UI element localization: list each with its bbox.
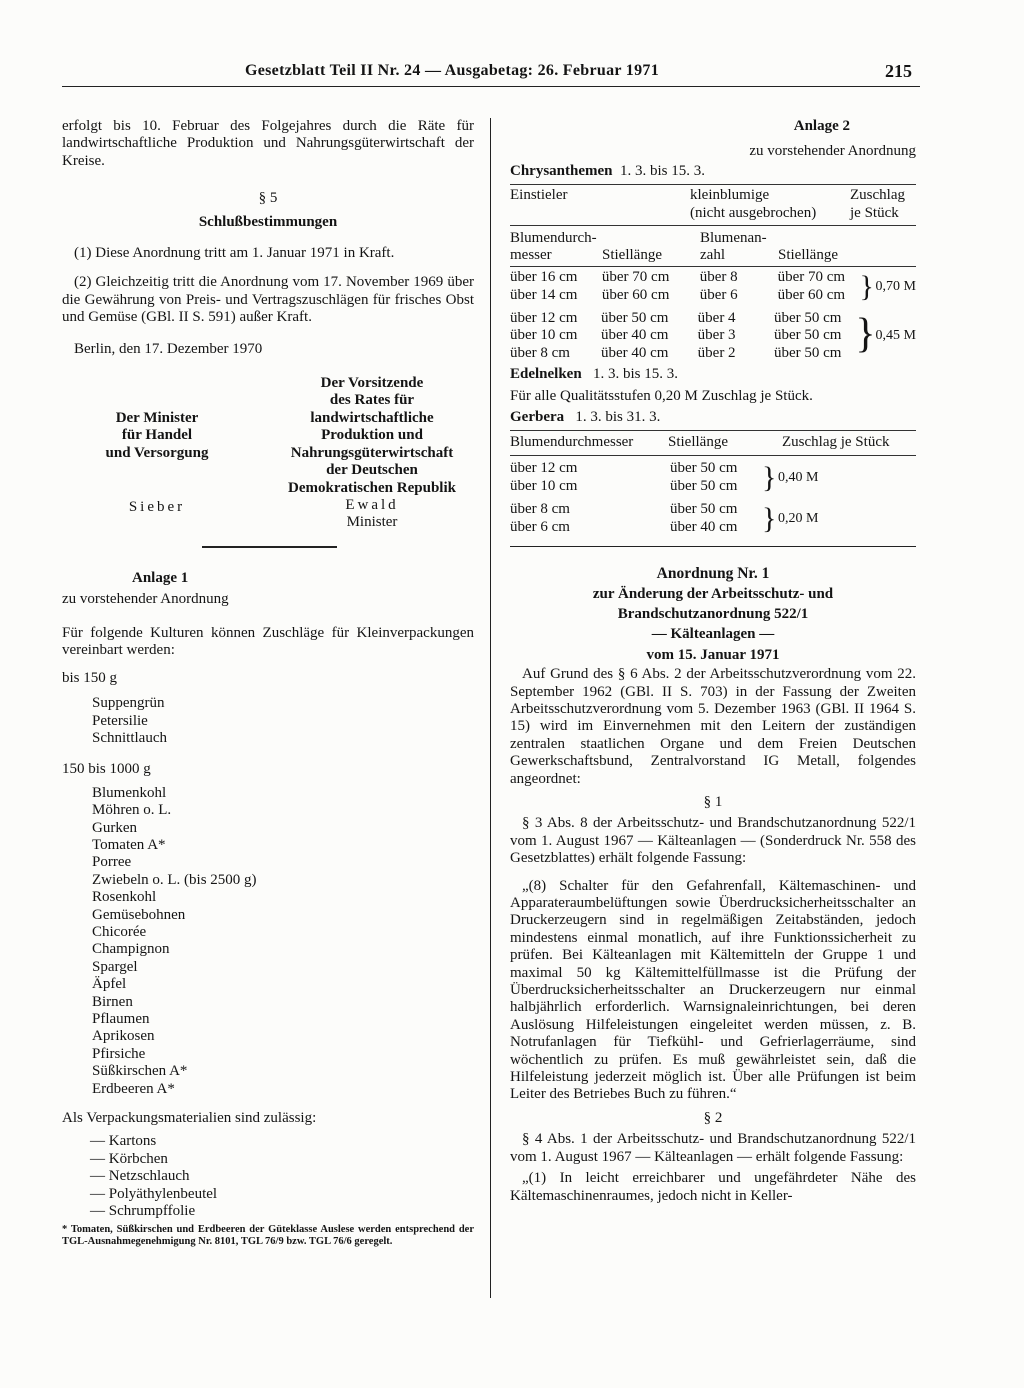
signature-block <box>62 370 474 538</box>
sig-right-line: Der Vorsitzende <box>320 375 424 392</box>
brace-icon: } <box>859 269 874 303</box>
price-cell: 0,45 M <box>875 328 916 344</box>
table-row <box>510 287 916 304</box>
left-column <box>62 118 474 1248</box>
table-cell: über 40 cm <box>600 327 669 344</box>
table-cell: über 6 cm <box>510 518 570 535</box>
anlage-2-title: Anlage 2 <box>793 118 850 134</box>
brace-icon: } <box>762 460 777 494</box>
paragraph-1: (1) Diese Anordnung tritt am 1. Januar 1971 in Kraft. <box>74 245 395 262</box>
col-head: Einstieler <box>510 187 568 204</box>
list-item: — Schrumpffolie <box>90 1203 196 1220</box>
anlage-2-subtitle: zu vorstehender Anordnung <box>749 143 916 160</box>
price-cell: 0,40 M <box>778 470 819 486</box>
col-head: je Stück <box>850 205 899 222</box>
table-cell: über 50 cm <box>773 344 842 361</box>
table-cell: über 12 cm <box>510 460 578 477</box>
signature-right-title <box>267 375 477 532</box>
sig-left-line: und Versorgung <box>105 444 209 461</box>
col-head: kleinblumige <box>690 187 770 204</box>
ordinance-date: vom 15. Januar 1971 <box>646 646 780 663</box>
sig-right-line: Demokratischen Republik <box>288 479 456 496</box>
col-head: Stiellänge <box>778 247 838 264</box>
table-cell: über 16 cm <box>510 269 578 286</box>
list-item: — Körbchen <box>90 1150 168 1167</box>
ordinance-subtitle: zur Änderung der Arbeitsschutz- und <box>592 585 834 602</box>
list-item: Äpfel <box>92 976 127 993</box>
list-item: Birnen <box>92 993 133 1010</box>
list-item: Porree <box>92 854 132 871</box>
col-head: Blumendurch- <box>510 230 597 247</box>
gerbera-header <box>510 431 916 455</box>
sig-right-line: landwirtschaftliche <box>310 409 434 426</box>
table-cell: über 60 cm <box>601 286 670 303</box>
table-cell: über 3 <box>697 327 736 344</box>
chrysanthemen-table-group-2 <box>510 310 916 362</box>
table-cell: über 50 cm <box>670 460 738 477</box>
list-item: Gemüsebohnen <box>92 906 186 923</box>
section-2-quote: „(1) In leicht erreichbarer und ungefährdeter Nähe des Kältemaschinenraumes, jedoch nicht in Keller- <box>510 1170 916 1204</box>
table-cell: über 70 cm <box>601 269 670 286</box>
anlage-1-title: Anlage 1 <box>132 570 189 587</box>
section-5-number: § 5 <box>258 190 278 207</box>
signature-right-name: Ewald <box>345 496 399 513</box>
chrysanthemen-table-group-1 <box>510 269 916 304</box>
col-head: zahl <box>700 247 725 264</box>
column-divider <box>490 118 491 1298</box>
sig-right-line: Nahrungsgüterwirtschaft <box>290 444 454 461</box>
chrysanthemen-dates: 1. 3. bis 15. 3. <box>620 162 706 179</box>
list-item: Suppengrün <box>92 695 165 712</box>
gerbera-table-group-1 <box>510 460 818 495</box>
list-item: — Netzschlauch <box>90 1168 190 1185</box>
separator-rule <box>202 546 337 548</box>
list-item: Möhren o. L. <box>92 802 172 819</box>
chrysanthemen-header-1 <box>510 185 916 225</box>
ordinance-intro: Auf Grund des § 6 Abs. 2 der Arbeitsschutzverordnung vom 22. September 1962 (GBl. II S. 703) in der Fassung der Zweiten Arbeitsschutzverordnung vom 5. Dezember 1963 (GBl. II 1964 S. 15) wird im Einvernehmen mit den Leitern der zuständigen zentralen staatlichen Organe und dem Freien Deutschen Gewerkschaftsbund, Zentralvorstand IG Metall, folgendes angeordnet: <box>510 666 916 787</box>
packaging-intro: Als Verpackungsmaterialien sind zulässig: <box>62 1110 317 1127</box>
table-cell: über 10 cm <box>510 477 578 494</box>
section-rule <box>510 546 916 547</box>
running-header: Gesetzblatt Teil II Nr. 24 — Ausgabetag: 26. Februar 1971 <box>245 62 659 79</box>
list-item: Rosenkohl <box>92 889 157 906</box>
section-1-number: § 1 <box>703 793 723 810</box>
list-item: Gurken <box>92 819 137 836</box>
price-cell: 0,20 M <box>778 510 819 526</box>
signature-left-title <box>92 410 222 462</box>
gerbera-dates: 1. 3. bis 31. 3. <box>575 409 661 426</box>
list-item: Spargel <box>92 958 138 975</box>
brace-icon: } <box>762 501 777 535</box>
footnote: * Tomaten, Süßkirschen und Erdbeeren der Güteklasse Auslese werden entsprechend der TGL-Ausnahmegenehmigung Nr. 8101, TGL 76/9 bzw. TGL 76/6 geregelt. <box>62 1224 474 1248</box>
section-2-number: § 2 <box>703 1109 723 1126</box>
list-item: Zwiebeln o. L. (bis 2500 g) <box>92 871 257 888</box>
gerbera-heading <box>510 409 916 426</box>
table-cell: über 50 cm <box>670 501 738 518</box>
table-row <box>510 460 818 477</box>
list-item: — Kartons <box>90 1133 157 1150</box>
place-date: Berlin, den 17. Dezember 1970 <box>74 340 263 357</box>
header-rule <box>62 86 920 87</box>
section-2-text: § 4 Abs. 1 der Arbeitsschutz- und Brandschutzanordnung 522/1 vom 1. August 1967 — Kälteanlagen — erhält folgende Fassung: <box>510 1131 916 1165</box>
signature-left-name: Sieber <box>128 499 186 516</box>
table-cell: über 40 cm <box>600 344 669 361</box>
list-item: Pflaumen <box>92 1011 150 1027</box>
col-head: (nicht ausgebrochen) <box>690 205 817 222</box>
chrysanthemen-header-2 <box>510 226 916 266</box>
section-1-text: § 3 Abs. 8 der Arbeitsschutz- und Brandschutzanordnung 522/1 vom 1. August 1967 — Kälteanlagen — (Sonderdruck Nr. 558 des Gesetzblattes) erhält folgende Fassung: <box>510 815 916 867</box>
col-head: messer <box>510 247 552 264</box>
table-cell: über 50 cm <box>773 310 842 327</box>
col-head: Zuschlag je Stück <box>782 434 890 451</box>
table-cell: über 14 cm <box>510 286 578 303</box>
page-number: 215 <box>885 61 912 81</box>
group-1-list <box>92 695 474 747</box>
table-row <box>510 269 916 286</box>
signature-right-role: Minister <box>346 514 398 531</box>
table-cell: über 10 cm <box>510 327 578 344</box>
ordinance-subtitle: — Kälteanlagen — <box>651 626 775 643</box>
list-item: Erdbeeren A* <box>92 1080 175 1097</box>
col-head: Zuschlag <box>850 187 905 204</box>
chrysanthemen-heading <box>510 163 916 180</box>
packaging-list <box>90 1133 474 1220</box>
table-cell: über 40 cm <box>670 518 738 535</box>
table-rule <box>510 455 916 456</box>
gerbera-table-group-2 <box>510 501 818 536</box>
brace-icon: } <box>855 311 876 358</box>
list-item: Pfirsiche <box>92 1045 146 1062</box>
table-cell: über 2 <box>697 344 736 361</box>
edelnelken-dates: 1. 3. bis 15. 3. <box>592 366 678 383</box>
table-cell: über 8 <box>699 269 738 286</box>
list-item: Tomaten A* <box>92 836 166 853</box>
col-head: Stiellänge <box>668 434 728 451</box>
sig-right-line: der Deutschen <box>326 462 418 479</box>
table-row <box>510 501 818 518</box>
table-cell: über 4 <box>697 310 736 327</box>
table-cell: über 50 cm <box>600 310 669 327</box>
table-cell: über 50 cm <box>670 477 738 494</box>
list-item: Schnittlauch <box>92 729 167 746</box>
col-head: Blumendurchmesser <box>510 434 634 451</box>
gerbera-label: Gerbera <box>510 409 565 426</box>
price-cell: 0,70 M <box>875 278 916 294</box>
table-cell: über 50 cm <box>773 327 842 344</box>
section-1-quote: „(8) Schalter für den Gefahrenfall, Kältemaschinen- und Apparateraumbelüftungen sowie Überdrucksicherheitsschalter an Druckerzeugern sind in regelmäßigen Zeitabständen, jedoch mindestens einmal monatlich, auf ihre Funktionssicherheit zu prüfen. Bei Kälteanlagen mit Kältemitteln der Gruppe 1 und maximal 50 kg Kältemittelfüllmasse ist die Prüfung der Überdrucksicherheitsschalter an Druckerzeugern nur einmal halbjährlich erforderlich. Warnsignaleinrichtungen, bei deren Auslösung Hilfeleistungen eingeleitet werden müssen, z. B. Notrufanlagen für Tiefkühl- und Gefrierlagerräume, sind wöchentlich zu prüfen. Es muß gewährleistet sein, daß die Hilfeleistung jederzeit möglich ist. Über alle Prüfungen ist beim Leiter des Betriebes Buch zu führen.“ <box>510 877 916 1103</box>
edelnelken-text: Für alle Qualitätsstufen 0,20 M Zuschlag je Stück. <box>510 387 813 404</box>
list-item: Champignon <box>92 941 170 958</box>
edelnelken-heading <box>510 366 916 383</box>
list-item: Süßkirschen A* <box>92 1063 188 1080</box>
table-row <box>510 310 916 327</box>
table-cell: über 60 cm <box>777 286 846 303</box>
group-1-label: bis 150 g <box>62 669 118 686</box>
list-item: — Polyäthylenbeutel <box>90 1185 218 1202</box>
list-item: Aprikosen <box>92 1028 155 1045</box>
sig-right-line: Produktion und <box>321 427 423 444</box>
edelnelken-label: Edelnelken <box>510 366 582 383</box>
list-item: Petersilie <box>92 712 148 729</box>
right-column <box>510 118 916 1205</box>
anlage-1-intro: Für folgende Kulturen können Zuschläge für Kleinverpackungen vereinbart werden: <box>62 624 474 659</box>
sig-left-line: Der Minister <box>115 410 199 427</box>
anlage-1-subtitle: zu vorstehender Anordnung <box>62 591 229 608</box>
group-2-label: 150 bis 1000 g <box>62 761 151 778</box>
table-cell: über 8 cm <box>510 344 570 361</box>
table-cell: über 70 cm <box>777 269 846 286</box>
paragraph-2: (2) Gleichzeitig tritt die Anordnung vom 17. November 1969 über die Gewährung von Preis- und Vertragszuschlägen für frisches Obst und Gemüse (GBl. II S. 591) außer Kraft. <box>62 274 474 326</box>
table-cell: über 12 cm <box>510 310 578 327</box>
ordinance-title: Anordnung Nr. 1 <box>656 565 770 583</box>
col-head: Stiellänge <box>602 247 662 264</box>
chrysanthemen-label: Chrysanthemen <box>510 162 613 179</box>
table-cell: über 6 <box>699 286 738 303</box>
list-item: Chicorée <box>92 923 147 940</box>
intro-paragraph: erfolgt bis 10. Februar des Folgejahres durch die Räte für landwirtschaftliche Produktion und Nahrungsgüterwirtschaft der Kreise. <box>62 118 474 169</box>
ordinance-subtitle: Brandschutzanordnung 522/1 <box>617 605 809 622</box>
table-cell: über 8 cm <box>510 501 570 518</box>
col-head: Blumenan- <box>700 230 767 247</box>
sig-left-line: für Handel <box>121 427 193 444</box>
list-item: Blumenkohl <box>92 784 167 801</box>
table-rule <box>510 266 916 267</box>
section-5-title: Schlußbestimmungen <box>198 213 338 230</box>
sig-right-line: des Rates für <box>329 392 415 409</box>
group-2-list <box>92 785 474 1098</box>
